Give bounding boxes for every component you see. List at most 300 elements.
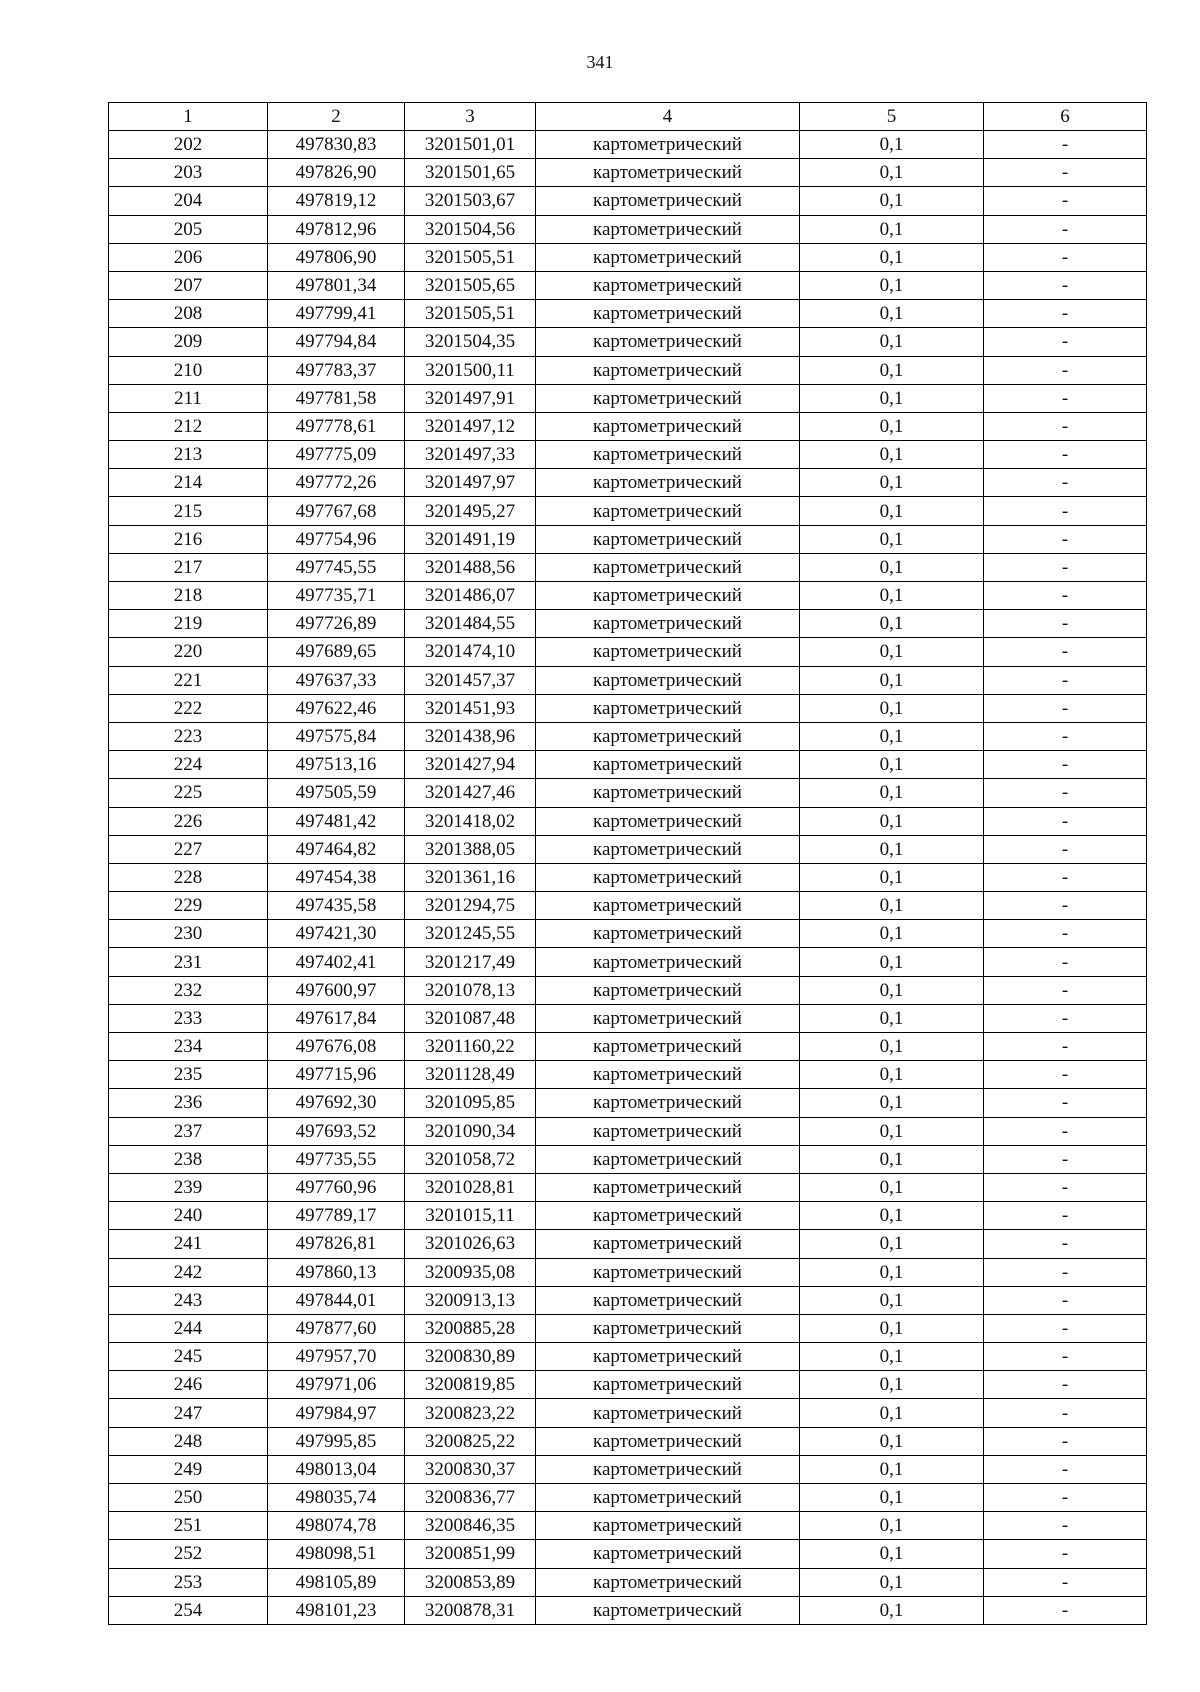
point-number-cell: 245 [109, 1343, 268, 1371]
table-row [109, 1399, 1147, 1427]
y-coordinate-cell: 3201488,56 [405, 553, 536, 581]
x-coordinate-cell: 497421,30 [268, 920, 405, 948]
x-coordinate-cell: 497637,33 [268, 666, 405, 694]
accuracy-cell: 0,1 [800, 807, 984, 835]
y-coordinate-cell: 3201245,55 [405, 920, 536, 948]
x-coordinate-cell: 497402,41 [268, 948, 405, 976]
method-cell: картометрический [536, 638, 800, 666]
point-number-cell: 234 [109, 1033, 268, 1061]
y-coordinate-cell: 3200836,77 [405, 1484, 536, 1512]
description-cell: - [984, 131, 1147, 159]
x-coordinate-cell: 497735,55 [268, 1145, 405, 1173]
method-cell: картометрический [536, 243, 800, 271]
method-cell: картометрический [536, 948, 800, 976]
table-row [109, 215, 1147, 243]
description-cell: - [984, 384, 1147, 412]
description-cell: - [984, 948, 1147, 976]
x-coordinate-cell: 497984,97 [268, 1399, 405, 1427]
method-cell: картометрический [536, 1512, 800, 1540]
x-coordinate-cell: 497692,30 [268, 1089, 405, 1117]
y-coordinate-cell: 3201361,16 [405, 863, 536, 891]
y-coordinate-cell: 3201026,63 [405, 1230, 536, 1258]
x-coordinate-cell: 497772,26 [268, 469, 405, 497]
x-coordinate-cell: 497860,13 [268, 1258, 405, 1286]
x-coordinate-cell: 497693,52 [268, 1117, 405, 1145]
table-row [109, 187, 1147, 215]
description-cell: - [984, 1427, 1147, 1455]
description-cell: - [984, 1596, 1147, 1624]
x-coordinate-cell: 497767,68 [268, 497, 405, 525]
table-row [109, 835, 1147, 863]
y-coordinate-cell: 3201427,94 [405, 751, 536, 779]
method-cell: картометрический [536, 1004, 800, 1032]
x-coordinate-cell: 497794,84 [268, 328, 405, 356]
table-row [109, 948, 1147, 976]
y-coordinate-cell: 3200823,22 [405, 1399, 536, 1427]
x-coordinate-cell: 497806,90 [268, 243, 405, 271]
y-coordinate-cell: 3201474,10 [405, 638, 536, 666]
y-coordinate-cell: 3201495,27 [405, 497, 536, 525]
method-cell: картометрический [536, 1230, 800, 1258]
method-cell: картометрический [536, 1117, 800, 1145]
y-coordinate-cell: 3201058,72 [405, 1145, 536, 1173]
y-coordinate-cell: 3201501,01 [405, 131, 536, 159]
y-coordinate-cell: 3201427,46 [405, 779, 536, 807]
y-coordinate-cell: 3201078,13 [405, 976, 536, 1004]
table-row [109, 159, 1147, 187]
method-cell: картометрический [536, 1258, 800, 1286]
accuracy-cell: 0,1 [800, 638, 984, 666]
y-coordinate-cell: 3201028,81 [405, 1173, 536, 1201]
accuracy-cell: 0,1 [800, 666, 984, 694]
description-cell: - [984, 722, 1147, 750]
point-number-cell: 223 [109, 722, 268, 750]
point-number-cell: 239 [109, 1173, 268, 1201]
y-coordinate-cell: 3200819,85 [405, 1371, 536, 1399]
table-row [109, 1061, 1147, 1089]
point-number-cell: 233 [109, 1004, 268, 1032]
accuracy-cell: 0,1 [800, 835, 984, 863]
accuracy-cell: 0,1 [800, 1230, 984, 1258]
y-coordinate-cell: 3201457,37 [405, 666, 536, 694]
x-coordinate-cell: 497676,08 [268, 1033, 405, 1061]
table-row [109, 384, 1147, 412]
accuracy-cell: 0,1 [800, 1202, 984, 1230]
point-number-cell: 213 [109, 441, 268, 469]
table-row [109, 131, 1147, 159]
y-coordinate-cell: 3201500,11 [405, 356, 536, 384]
description-cell: - [984, 1061, 1147, 1089]
method-cell: картометрический [536, 1314, 800, 1342]
description-cell: - [984, 863, 1147, 891]
accuracy-cell: 0,1 [800, 300, 984, 328]
point-number-cell: 235 [109, 1061, 268, 1089]
table-row [109, 1089, 1147, 1117]
description-cell: - [984, 1202, 1147, 1230]
description-cell: - [984, 807, 1147, 835]
y-coordinate-cell: 3201090,34 [405, 1117, 536, 1145]
description-cell: - [984, 1568, 1147, 1596]
description-cell: - [984, 694, 1147, 722]
page-number: 341 [586, 52, 614, 72]
method-cell: картометрический [536, 863, 800, 891]
point-number-cell: 238 [109, 1145, 268, 1173]
accuracy-cell: 0,1 [800, 610, 984, 638]
x-coordinate-cell: 497464,82 [268, 835, 405, 863]
point-number-cell: 215 [109, 497, 268, 525]
method-cell: картометрический [536, 469, 800, 497]
description-cell: - [984, 1455, 1147, 1483]
point-number-cell: 249 [109, 1455, 268, 1483]
description-cell: - [984, 1314, 1147, 1342]
description-cell: - [984, 159, 1147, 187]
method-cell: картометрический [536, 1343, 800, 1371]
method-cell: картометрический [536, 892, 800, 920]
method-cell: картометрический [536, 751, 800, 779]
y-coordinate-cell: 3201497,91 [405, 384, 536, 412]
method-cell: картометрический [536, 159, 800, 187]
method-cell: картометрический [536, 1145, 800, 1173]
accuracy-cell: 0,1 [800, 1033, 984, 1061]
y-coordinate-cell: 3200846,35 [405, 1512, 536, 1540]
accuracy-cell: 0,1 [800, 1061, 984, 1089]
column-header: 2 [268, 103, 405, 131]
x-coordinate-cell: 498035,74 [268, 1484, 405, 1512]
table-row [109, 1258, 1147, 1286]
method-cell: картометрический [536, 131, 800, 159]
x-coordinate-cell: 497600,97 [268, 976, 405, 1004]
point-number-cell: 236 [109, 1089, 268, 1117]
x-coordinate-cell: 497877,60 [268, 1314, 405, 1342]
method-cell: картометрический [536, 835, 800, 863]
table-row [109, 412, 1147, 440]
table-row [109, 1371, 1147, 1399]
accuracy-cell: 0,1 [800, 1089, 984, 1117]
point-number-cell: 243 [109, 1286, 268, 1314]
description-cell: - [984, 412, 1147, 440]
description-cell: - [984, 582, 1147, 610]
x-coordinate-cell: 497844,01 [268, 1286, 405, 1314]
x-coordinate-cell: 497778,61 [268, 412, 405, 440]
y-coordinate-cell: 3201438,96 [405, 722, 536, 750]
table-row [109, 751, 1147, 779]
y-coordinate-cell: 3200830,37 [405, 1455, 536, 1483]
accuracy-cell: 0,1 [800, 863, 984, 891]
table-row [109, 1033, 1147, 1061]
x-coordinate-cell: 497481,42 [268, 807, 405, 835]
y-coordinate-cell: 3201451,93 [405, 694, 536, 722]
accuracy-cell: 0,1 [800, 525, 984, 553]
description-cell: - [984, 525, 1147, 553]
method-cell: картометрический [536, 1540, 800, 1568]
accuracy-cell: 0,1 [800, 1173, 984, 1201]
description-cell: - [984, 441, 1147, 469]
y-coordinate-cell: 3201294,75 [405, 892, 536, 920]
point-number-cell: 222 [109, 694, 268, 722]
point-number-cell: 247 [109, 1399, 268, 1427]
point-number-cell: 224 [109, 751, 268, 779]
description-cell: - [984, 1173, 1147, 1201]
description-cell: - [984, 1230, 1147, 1258]
y-coordinate-cell: 3201501,65 [405, 159, 536, 187]
y-coordinate-cell: 3201497,97 [405, 469, 536, 497]
y-coordinate-cell: 3201128,49 [405, 1061, 536, 1089]
x-coordinate-cell: 497760,96 [268, 1173, 405, 1201]
y-coordinate-cell: 3201484,55 [405, 610, 536, 638]
table-row [109, 1596, 1147, 1624]
table-row [109, 779, 1147, 807]
table-row [109, 497, 1147, 525]
description-cell: - [984, 300, 1147, 328]
point-number-cell: 229 [109, 892, 268, 920]
description-cell: - [984, 1033, 1147, 1061]
table-row [109, 1314, 1147, 1342]
method-cell: картометрический [536, 976, 800, 1004]
accuracy-cell: 0,1 [800, 356, 984, 384]
table-row [109, 976, 1147, 1004]
x-coordinate-cell: 497454,38 [268, 863, 405, 891]
x-coordinate-cell: 497505,59 [268, 779, 405, 807]
accuracy-cell: 0,1 [800, 1540, 984, 1568]
table-row [109, 300, 1147, 328]
table-row [109, 553, 1147, 581]
method-cell: картометрический [536, 1061, 800, 1089]
table-row [109, 582, 1147, 610]
y-coordinate-cell: 3201217,49 [405, 948, 536, 976]
x-coordinate-cell: 497957,70 [268, 1343, 405, 1371]
point-number-cell: 211 [109, 384, 268, 412]
table-row [109, 1202, 1147, 1230]
description-cell: - [984, 1399, 1147, 1427]
point-number-cell: 209 [109, 328, 268, 356]
x-coordinate-cell: 497783,37 [268, 356, 405, 384]
description-cell: - [984, 1089, 1147, 1117]
accuracy-cell: 0,1 [800, 553, 984, 581]
description-cell: - [984, 638, 1147, 666]
description-cell: - [984, 751, 1147, 779]
accuracy-cell: 0,1 [800, 1117, 984, 1145]
description-cell: - [984, 1286, 1147, 1314]
description-cell: - [984, 610, 1147, 638]
method-cell: картометрический [536, 412, 800, 440]
accuracy-cell: 0,1 [800, 1343, 984, 1371]
method-cell: картометрический [536, 1173, 800, 1201]
x-coordinate-cell: 497971,06 [268, 1371, 405, 1399]
method-cell: картометрический [536, 1399, 800, 1427]
x-coordinate-cell: 497781,58 [268, 384, 405, 412]
table-row [109, 356, 1147, 384]
table-row [109, 441, 1147, 469]
y-coordinate-cell: 3200878,31 [405, 1596, 536, 1624]
description-cell: - [984, 920, 1147, 948]
description-cell: - [984, 356, 1147, 384]
y-coordinate-cell: 3201388,05 [405, 835, 536, 863]
x-coordinate-cell: 497830,83 [268, 131, 405, 159]
x-coordinate-cell: 497775,09 [268, 441, 405, 469]
point-number-cell: 231 [109, 948, 268, 976]
point-number-cell: 225 [109, 779, 268, 807]
y-coordinate-cell: 3201505,65 [405, 271, 536, 299]
accuracy-cell: 0,1 [800, 722, 984, 750]
table-row [109, 1117, 1147, 1145]
x-coordinate-cell: 498074,78 [268, 1512, 405, 1540]
point-number-cell: 230 [109, 920, 268, 948]
method-cell: картометрический [536, 920, 800, 948]
y-coordinate-cell: 3201087,48 [405, 1004, 536, 1032]
x-coordinate-cell: 497819,12 [268, 187, 405, 215]
table-row [109, 525, 1147, 553]
table-header-row [109, 103, 1147, 131]
x-coordinate-cell: 498098,51 [268, 1540, 405, 1568]
point-number-cell: 232 [109, 976, 268, 1004]
accuracy-cell: 0,1 [800, 384, 984, 412]
method-cell: картометрический [536, 328, 800, 356]
accuracy-cell: 0,1 [800, 412, 984, 440]
accuracy-cell: 0,1 [800, 694, 984, 722]
accuracy-cell: 0,1 [800, 441, 984, 469]
point-number-cell: 253 [109, 1568, 268, 1596]
y-coordinate-cell: 3201505,51 [405, 243, 536, 271]
x-coordinate-cell: 497575,84 [268, 722, 405, 750]
point-number-cell: 216 [109, 525, 268, 553]
point-number-cell: 254 [109, 1596, 268, 1624]
description-cell: - [984, 469, 1147, 497]
method-cell: картометрический [536, 1371, 800, 1399]
coordinates-table [108, 102, 1147, 1625]
method-cell: картометрический [536, 384, 800, 412]
method-cell: картометрический [536, 610, 800, 638]
column-header: 5 [800, 103, 984, 131]
x-coordinate-cell: 497826,81 [268, 1230, 405, 1258]
accuracy-cell: 0,1 [800, 1399, 984, 1427]
point-number-cell: 237 [109, 1117, 268, 1145]
point-number-cell: 208 [109, 300, 268, 328]
method-cell: картометрический [536, 1089, 800, 1117]
table-row [109, 610, 1147, 638]
method-cell: картометрический [536, 525, 800, 553]
accuracy-cell: 0,1 [800, 892, 984, 920]
point-number-cell: 206 [109, 243, 268, 271]
point-number-cell: 251 [109, 1512, 268, 1540]
method-cell: картометрический [536, 694, 800, 722]
y-coordinate-cell: 3201503,67 [405, 187, 536, 215]
accuracy-cell: 0,1 [800, 1568, 984, 1596]
point-number-cell: 204 [109, 187, 268, 215]
table-row [109, 1145, 1147, 1173]
column-header: 6 [984, 103, 1147, 131]
description-cell: - [984, 271, 1147, 299]
table-row [109, 666, 1147, 694]
x-coordinate-cell: 497754,96 [268, 525, 405, 553]
y-coordinate-cell: 3201095,85 [405, 1089, 536, 1117]
point-number-cell: 227 [109, 835, 268, 863]
table-row [109, 1540, 1147, 1568]
point-number-cell: 218 [109, 582, 268, 610]
x-coordinate-cell: 497812,96 [268, 215, 405, 243]
method-cell: картометрический [536, 215, 800, 243]
accuracy-cell: 0,1 [800, 1484, 984, 1512]
method-cell: картометрический [536, 722, 800, 750]
description-cell: - [984, 1371, 1147, 1399]
point-number-cell: 248 [109, 1427, 268, 1455]
table-row [109, 694, 1147, 722]
description-cell: - [984, 215, 1147, 243]
method-cell: картометрический [536, 187, 800, 215]
column-header: 3 [405, 103, 536, 131]
x-coordinate-cell: 497826,90 [268, 159, 405, 187]
point-number-cell: 210 [109, 356, 268, 384]
method-cell: картометрический [536, 666, 800, 694]
description-cell: - [984, 1004, 1147, 1032]
point-number-cell: 252 [109, 1540, 268, 1568]
table-row [109, 1427, 1147, 1455]
accuracy-cell: 0,1 [800, 469, 984, 497]
method-cell: картометрический [536, 1286, 800, 1314]
accuracy-cell: 0,1 [800, 131, 984, 159]
table-row [109, 920, 1147, 948]
method-cell: картометрический [536, 1455, 800, 1483]
description-cell: - [984, 243, 1147, 271]
x-coordinate-cell: 497617,84 [268, 1004, 405, 1032]
y-coordinate-cell: 3200853,89 [405, 1568, 536, 1596]
description-cell: - [984, 1540, 1147, 1568]
method-cell: картометрический [536, 1033, 800, 1061]
point-number-cell: 207 [109, 271, 268, 299]
x-coordinate-cell: 497726,89 [268, 610, 405, 638]
accuracy-cell: 0,1 [800, 1512, 984, 1540]
description-cell: - [984, 835, 1147, 863]
x-coordinate-cell: 497622,46 [268, 694, 405, 722]
description-cell: - [984, 1145, 1147, 1173]
y-coordinate-cell: 3201504,35 [405, 328, 536, 356]
y-coordinate-cell: 3200913,13 [405, 1286, 536, 1314]
point-number-cell: 221 [109, 666, 268, 694]
method-cell: картометрический [536, 1484, 800, 1512]
y-coordinate-cell: 3200935,08 [405, 1258, 536, 1286]
table-row [109, 1230, 1147, 1258]
table-row [109, 722, 1147, 750]
x-coordinate-cell: 497745,55 [268, 553, 405, 581]
table-row [109, 1004, 1147, 1032]
accuracy-cell: 0,1 [800, 1596, 984, 1624]
y-coordinate-cell: 3201160,22 [405, 1033, 536, 1061]
description-cell: - [984, 187, 1147, 215]
accuracy-cell: 0,1 [800, 1258, 984, 1286]
method-cell: картометрический [536, 1596, 800, 1624]
point-number-cell: 205 [109, 215, 268, 243]
accuracy-cell: 0,1 [800, 920, 984, 948]
accuracy-cell: 0,1 [800, 751, 984, 779]
y-coordinate-cell: 3201418,02 [405, 807, 536, 835]
x-coordinate-cell: 497715,96 [268, 1061, 405, 1089]
table-row [109, 1484, 1147, 1512]
accuracy-cell: 0,1 [800, 1371, 984, 1399]
description-cell: - [984, 1258, 1147, 1286]
point-number-cell: 242 [109, 1258, 268, 1286]
method-cell: картометрический [536, 1568, 800, 1596]
y-coordinate-cell: 3200851,99 [405, 1540, 536, 1568]
table-row [109, 638, 1147, 666]
description-cell: - [984, 1117, 1147, 1145]
point-number-cell: 250 [109, 1484, 268, 1512]
accuracy-cell: 0,1 [800, 328, 984, 356]
point-number-cell: 217 [109, 553, 268, 581]
x-coordinate-cell: 497435,58 [268, 892, 405, 920]
description-cell: - [984, 1512, 1147, 1540]
point-number-cell: 212 [109, 412, 268, 440]
table-row [109, 1286, 1147, 1314]
accuracy-cell: 0,1 [800, 1427, 984, 1455]
